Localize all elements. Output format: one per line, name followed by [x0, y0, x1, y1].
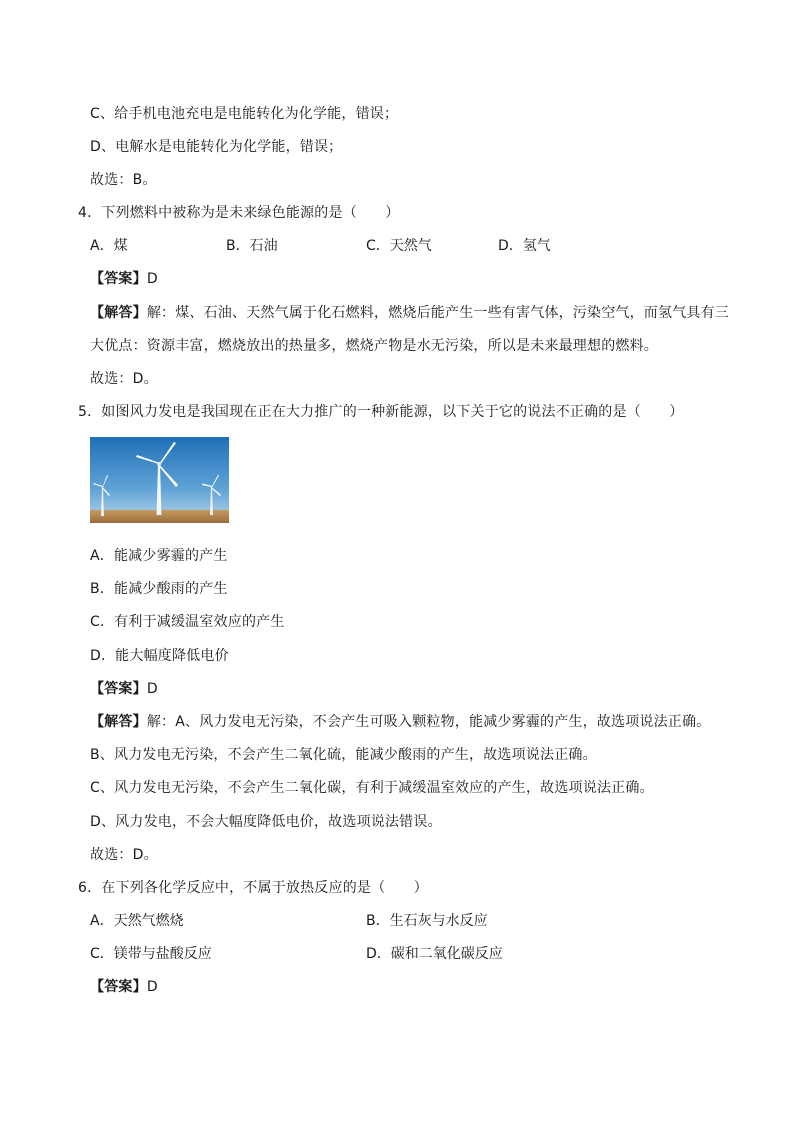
analysis-tag: 【解答】	[90, 714, 147, 730]
q6-stem: 6．在下列各化学反应中，不属于放热反应的是（ ）	[78, 880, 428, 896]
q4-option-c: C．天然气	[366, 238, 432, 254]
q5-stem: 5．如图风力发电是我国现在正在大力推广的一种新能源，以下关于它的说法不正确的是（ ）	[78, 404, 684, 420]
q5-conclusion: 故选：D。	[90, 847, 158, 863]
q6-answer	[90, 977, 158, 997]
q5-answer	[90, 679, 158, 699]
q5-option-d: D．能大幅度降低电价	[90, 648, 229, 664]
q4-analysis-line-1: 【解答】解：煤、石油、天然气属于化石燃料，燃烧后能产生一些有害气体，污染空气，而氢气具有三	[90, 305, 730, 321]
answer-tag: 【答案】	[90, 979, 147, 995]
q3-conclusion: 故选：B。	[90, 172, 157, 188]
answer-tag: 【答案】	[90, 681, 147, 697]
q5-option-c: C．有利于减缓温室效应的产生	[90, 614, 285, 630]
q4-stem: 4．下列燃料中被称为是未来绿色能源的是（ ）	[78, 205, 400, 221]
q5-analysis-line-2: B、风力发电无污染，不会产生二氧化硫，能减少酸雨的产生，故选项说法正确。	[90, 747, 597, 763]
q4-conclusion: 故选：D。	[90, 371, 158, 387]
analysis-tag: 【解答】	[90, 305, 147, 321]
q6-option-b: B．生石灰与水反应	[366, 913, 488, 929]
q5-option-b: B．能减少酸雨的产生	[90, 581, 228, 597]
q6-option-c: C．镁带与盐酸反应	[90, 946, 212, 962]
q3-option-d-analysis: D、电解水是电能转化为化学能，错误；	[90, 139, 343, 155]
q5-analysis-line-1: 【解答】解：A、风力发电无污染，不会产生可吸入颗粒物，能减少雾霾的产生，故选项说法正确。	[90, 714, 711, 730]
q4-option-b: B．石油	[226, 238, 278, 254]
q5-analysis-line-4: D、风力发电，不会大幅度降低电价，故选项说法错误。	[90, 814, 442, 830]
q5-option-a: A．能减少雾霾的产生	[90, 548, 228, 564]
answer-value: D	[146, 271, 158, 287]
answer-value: D	[146, 979, 158, 995]
q6-option-d: D．碳和二氧化碳反应	[366, 946, 503, 962]
q6-option-a: A．天然气燃烧	[90, 913, 184, 929]
answer-tag: 【答案】	[90, 271, 147, 287]
q5-analysis-line-3: C、风力发电无污染，不会产生二氧化碳，有利于减缓温室效应的产生，故选项说法正确。	[90, 780, 654, 796]
q4-option-a: A．煤	[90, 238, 128, 254]
answer-value: D	[146, 681, 158, 697]
q4-answer	[90, 269, 158, 289]
q3-option-c-analysis: C、给手机电池充电是电能转化为化学能，错误；	[90, 106, 399, 122]
q4-analysis-line-2: 大优点：资源丰富，燃烧放出的热量多，燃烧产物是水无污染，所以是未来最理想的燃料。	[90, 338, 658, 354]
q4-option-d: D．氢气	[498, 238, 551, 254]
wind-turbine-photo	[90, 437, 229, 523]
